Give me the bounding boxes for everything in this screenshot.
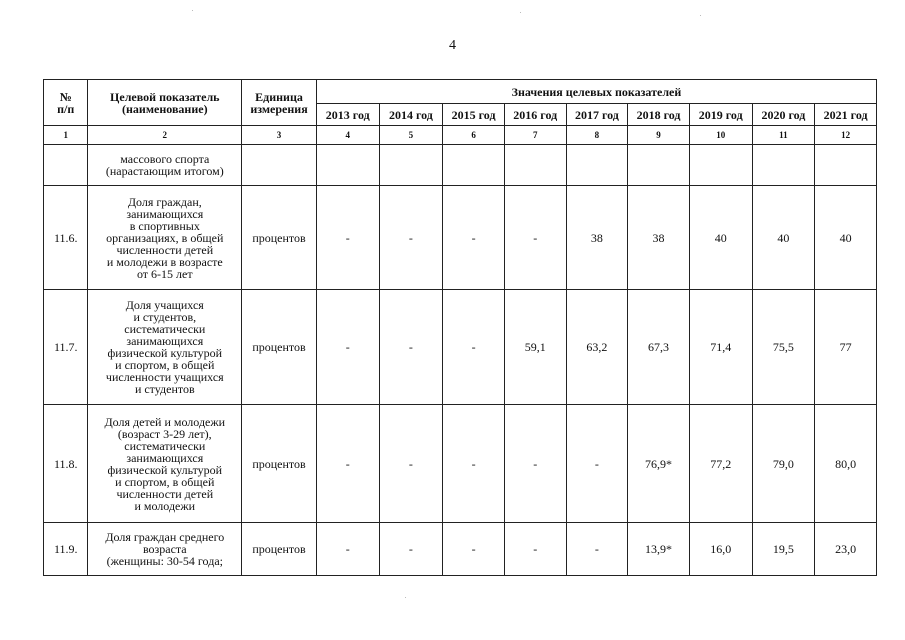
scan-speck	[700, 15, 701, 16]
table-row	[44, 290, 877, 405]
indicator-value	[443, 145, 505, 186]
indicator-value: -	[504, 405, 566, 523]
column-number: 10	[689, 126, 752, 145]
unit-of-measure: процентов	[242, 405, 317, 523]
header-year: 2015 год	[443, 104, 505, 126]
indicator-value: -	[316, 186, 379, 290]
table-row	[44, 523, 877, 576]
page-number: 4	[449, 38, 456, 53]
indicator-name: Доля граждан, занимающихся в спортивных организациях, в общей численности детей и молодежи в возрасте от 6-15 лет	[88, 186, 242, 290]
indicator-value: 16,0	[689, 523, 752, 576]
header-year: 2021 год	[815, 104, 877, 126]
indicator-value: 63,2	[566, 290, 628, 405]
indicator-value	[689, 145, 752, 186]
column-number: 3	[242, 126, 317, 145]
header-name	[88, 80, 242, 126]
indicator-value: -	[379, 405, 443, 523]
row-number: 11.6.	[44, 186, 88, 290]
indicator-value: -	[379, 186, 443, 290]
column-number: 2	[88, 126, 242, 145]
indicator-value: -	[316, 405, 379, 523]
indicator-name: Доля детей и молодежи (возраст 3-29 лет), систематически занимающихся физической культурой и спортом, в общей численности детей и молодежи	[88, 405, 242, 523]
indicator-value	[504, 145, 566, 186]
indicator-value: 40	[752, 186, 815, 290]
scan-speck	[520, 12, 521, 13]
indicator-value: -	[566, 405, 628, 523]
indicator-value: 77	[815, 290, 877, 405]
indicator-value: 38	[566, 186, 628, 290]
row-number: 11.7.	[44, 290, 88, 405]
column-number: 12	[815, 126, 877, 145]
header-unit-label: Единица измерения	[250, 89, 308, 116]
indicator-value: -	[443, 186, 505, 290]
indicator-value	[628, 145, 690, 186]
indicator-value: -	[443, 405, 505, 523]
column-number: 4	[316, 126, 379, 145]
indicator-value: 40	[689, 186, 752, 290]
table-row	[44, 145, 877, 186]
indicator-value: 75,5	[752, 290, 815, 405]
header-row	[44, 80, 877, 104]
unit-of-measure: процентов	[242, 290, 317, 405]
indicator-value: 77,2	[689, 405, 752, 523]
indicator-value: 19,5	[752, 523, 815, 576]
indicator-value: 40	[815, 186, 877, 290]
indicator-value: 79,0	[752, 405, 815, 523]
row-number: 11.8.	[44, 405, 88, 523]
indicator-value: 13,9*	[628, 523, 690, 576]
indicator-value	[815, 145, 877, 186]
indicator-value: 38	[628, 186, 690, 290]
scan-speck	[405, 597, 406, 598]
indicator-value: -	[316, 523, 379, 576]
indicator-value: -	[316, 290, 379, 405]
indicator-value: -	[504, 186, 566, 290]
header-unit	[242, 80, 317, 126]
column-number: 7	[504, 126, 566, 145]
header-year: 2018 год	[628, 104, 690, 126]
unit-of-measure	[242, 145, 317, 186]
indicator-value	[752, 145, 815, 186]
indicator-value	[316, 145, 379, 186]
header-year: 2013 год	[316, 104, 379, 126]
indicator-value: -	[379, 290, 443, 405]
column-number: 8	[566, 126, 628, 145]
indicator-value: 67,3	[628, 290, 690, 405]
header-name-label: Целевой показатель (наименование)	[110, 89, 220, 116]
table-row	[44, 186, 877, 290]
header-year: 2016 год	[504, 104, 566, 126]
row-number	[44, 145, 88, 186]
header-values-group: Значения целевых показателей	[316, 80, 876, 104]
indicator-value	[379, 145, 443, 186]
indicator-value: 23,0	[815, 523, 877, 576]
header-year: 2020 год	[752, 104, 815, 126]
unit-of-measure: процентов	[242, 523, 317, 576]
indicator-value: -	[443, 523, 505, 576]
column-number: 1	[44, 126, 88, 145]
indicators-table	[43, 79, 877, 576]
indicator-name: массового спорта (нарастающим итогом)	[88, 145, 242, 186]
column-number: 6	[443, 126, 505, 145]
indicator-value: 76,9*	[628, 405, 690, 523]
header-year: 2019 год	[689, 104, 752, 126]
row-number: 11.9.	[44, 523, 88, 576]
table-row	[44, 405, 877, 523]
indicator-value: 80,0	[815, 405, 877, 523]
indicator-value: -	[504, 523, 566, 576]
table-body	[44, 145, 877, 576]
indicator-value: -	[443, 290, 505, 405]
indicator-name: Доля учащихся и студентов, систематически занимающихся физической культурой и спортом, в общей численности учащихся и студентов	[88, 290, 242, 405]
column-number-row	[44, 126, 877, 145]
indicator-value: 59,1	[504, 290, 566, 405]
header-num-label: № п/п	[57, 89, 75, 116]
column-number: 11	[752, 126, 815, 145]
header-year: 2017 год	[566, 104, 628, 126]
indicator-name: Доля граждан среднего возраста (женщины: 30-54 года;	[88, 523, 242, 576]
unit-of-measure: процентов	[242, 186, 317, 290]
indicator-value: 71,4	[689, 290, 752, 405]
column-number: 5	[379, 126, 443, 145]
column-number: 9	[628, 126, 690, 145]
indicator-value: -	[566, 523, 628, 576]
indicator-value	[566, 145, 628, 186]
scan-speck	[192, 10, 193, 11]
indicator-value: -	[379, 523, 443, 576]
header-num	[44, 80, 88, 126]
header-year: 2014 год	[379, 104, 443, 126]
